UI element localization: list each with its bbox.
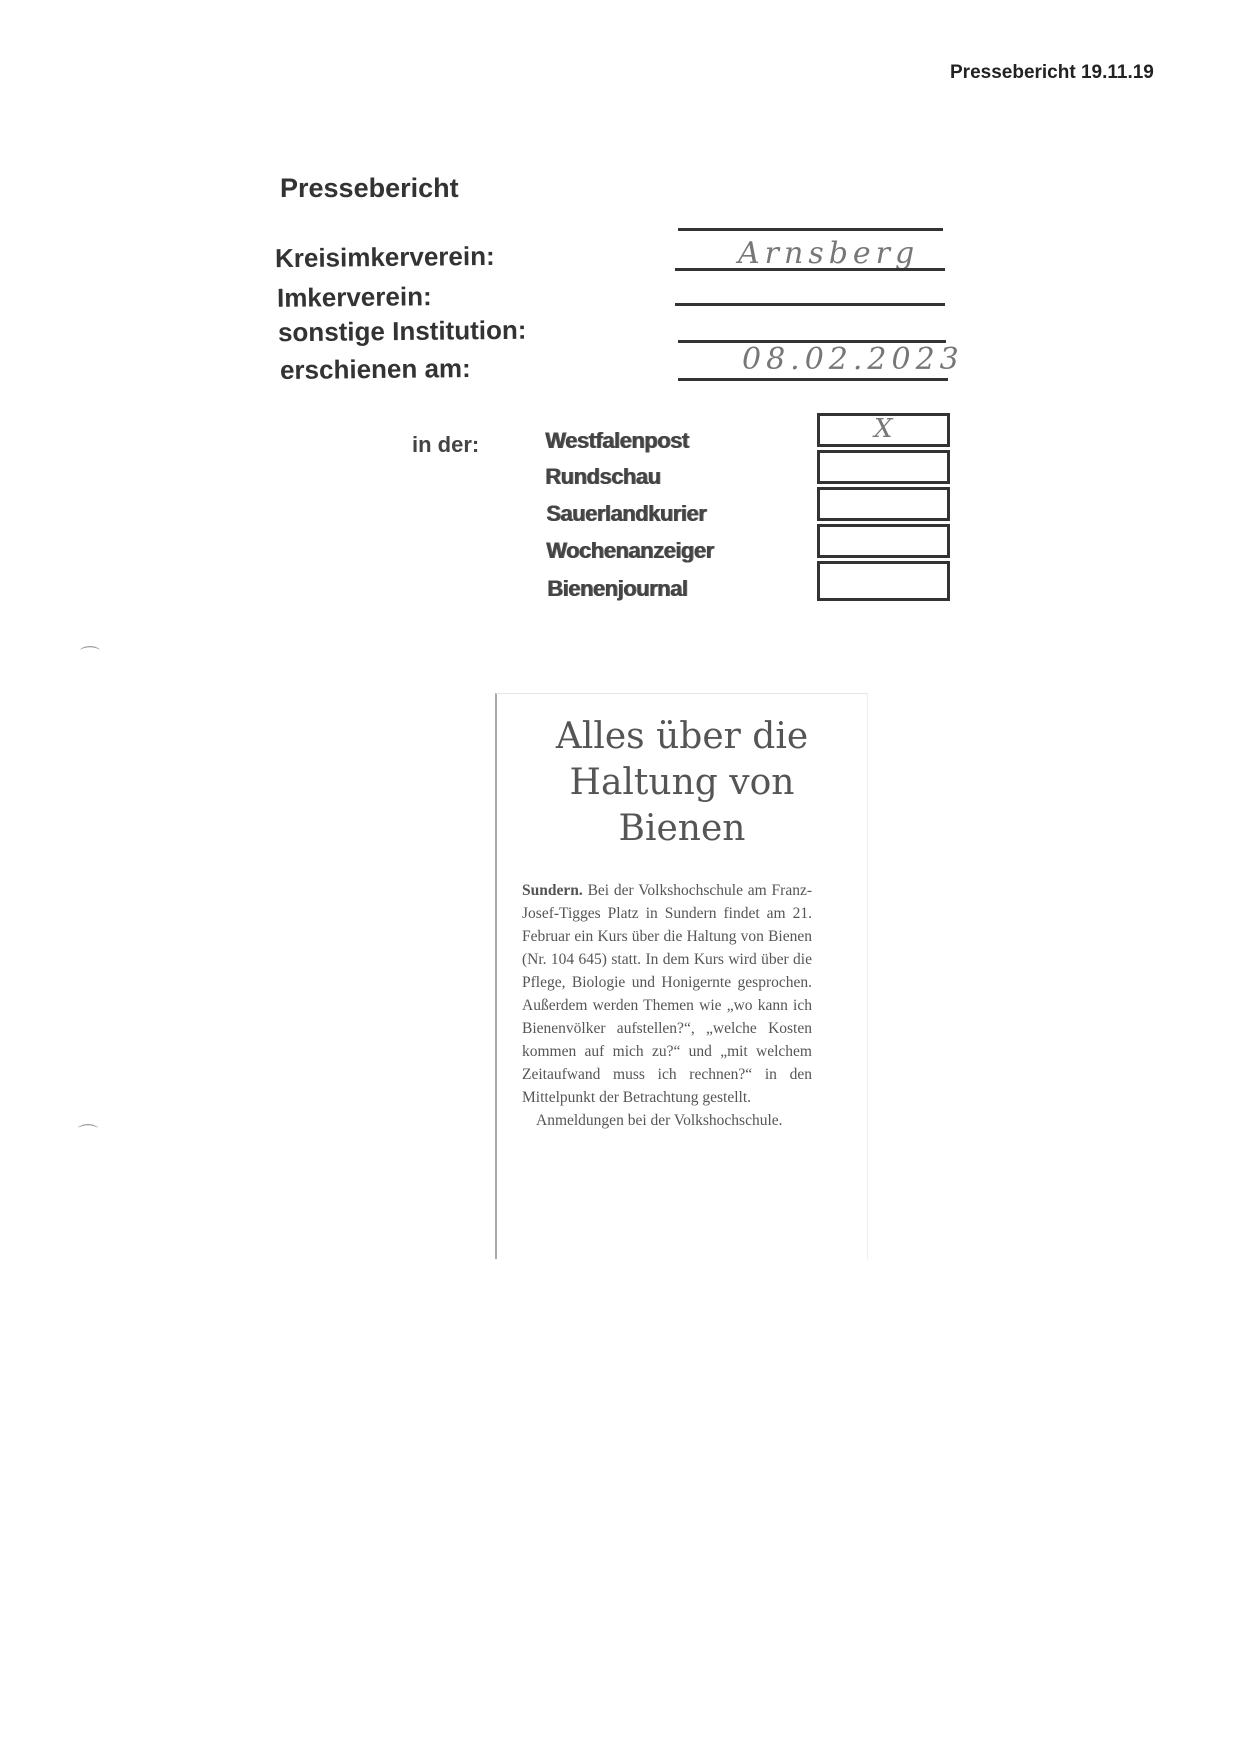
label-kreisimkerverein: Kreisimkerverein: [274, 240, 495, 274]
header-reference: Pressebericht 19.11.19 [950, 62, 1154, 83]
page-title: Pressebericht [280, 173, 459, 203]
label-erschienen-am: erschienen am: [279, 353, 471, 385]
newspaper-sauerlandkurier: Sauerlandkurier [546, 501, 707, 526]
headline-line-2: Haltung von [569, 762, 795, 803]
clipping-text: Bei der Volkshochschule am Franz-Josef-Tigges Platz in Sundern findet am 21. Februar ein Kurs über die Haltung von Bienen (Nr. 104 645) statt. In dem Kurs wird über die Pflege, Biologie und Honigernte gesprochen. Außerdem werden Themen wie „wo kann ich Bienenvölker aufstellen?“, „welche Kosten kommen auf mich zu?“ und „mit welchem Zeitaufwand muss ich rechnen?“ in den Mittelpunkt der Betrachtung gestellt. [522, 882, 812, 1106]
checkbox-westfalenpost [817, 413, 950, 447]
handwritten-kreisimkerverein: Arnsberg [738, 236, 920, 271]
newspaper-westfalenpost: Westfalenpost [545, 428, 689, 453]
newspaper-rundschau: Rundschau [545, 464, 661, 489]
checkbox-mark: X [874, 414, 893, 444]
scan-smudge: ⌒ [80, 646, 100, 668]
checkbox-rundschau [817, 450, 950, 484]
label-imkerverein: Imkerverein: [276, 281, 432, 313]
clipping-dateline: Sundern. [522, 882, 583, 899]
line-erschienen-am [678, 378, 948, 381]
line-kreisimkerverein [675, 268, 945, 271]
checkbox-wochenanzeiger [817, 524, 950, 558]
label-in-der: in der: [412, 432, 480, 457]
scan-smudge: ⌒ [78, 1124, 98, 1146]
newspaper-wochenanzeiger: Wochenanzeiger [546, 538, 714, 563]
clipping-closing: Anmeldungen bei der Volkshochschule. [536, 1112, 783, 1129]
newspaper-clipping [495, 693, 868, 1259]
checkbox-sauerlandkurier [817, 487, 950, 521]
line-kreisimkerverein-top [678, 228, 943, 231]
headline-line-1: Alles über die [555, 716, 809, 757]
headline-line-3: Bienen [618, 808, 746, 849]
clipping-body [522, 879, 812, 1132]
handwritten-date: 08.02.2023 [742, 342, 964, 377]
clipping-headline [497, 714, 867, 852]
label-sonstige-institution: sonstige Institution: [277, 314, 527, 348]
checkbox-bienenjournal [817, 561, 950, 601]
newspaper-bienenjournal: Bienenjournal [547, 576, 688, 601]
line-imkerverein [675, 303, 945, 306]
